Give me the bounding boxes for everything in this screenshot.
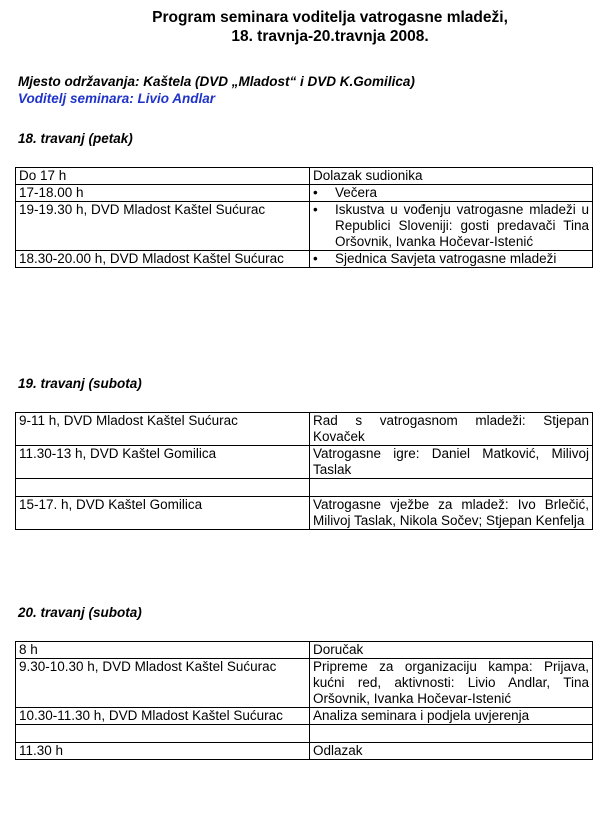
table-row	[16, 642, 593, 659]
activity-cell: • Večera	[310, 185, 593, 202]
bullet-icon: •	[313, 202, 318, 217]
activity-cell: Vatrogasne vježbe za mladež: Ivo Brlečić, Milivoj Taslak, Nikola Sočev; Stjepan Kenfelja	[310, 497, 593, 530]
time-cell	[16, 725, 310, 743]
time-cell	[16, 479, 310, 497]
section-heading-day-1: 18. travanj (petak)	[18, 131, 133, 146]
time-cell: 8 h	[16, 642, 310, 659]
activity-cell: Vatrogasne igre: Daniel Matković, Milivoj Taslak	[310, 446, 593, 479]
schedule-table-day-1	[15, 167, 593, 268]
document-title	[0, 8, 600, 46]
activity-cell: • Sjednica Savjeta vatrogasne mladeži	[310, 251, 593, 268]
time-cell: Do 17 h	[16, 168, 310, 185]
activity-cell: Pripreme za organizaciju kampa: Prijava, kućni red, aktivnosti: Livio Andlar, Tina Oršovnik, Ivanka Hočevar-Istenić	[310, 659, 593, 708]
title-line-2: 18. travnja-20.travnja 2008.	[231, 28, 429, 45]
activity-cell: Dolazak sudionika	[310, 168, 593, 185]
activity-cell: Doručak	[310, 642, 593, 659]
activity-cell: Odlazak	[310, 743, 593, 760]
table-row	[16, 413, 593, 446]
bullet-icon: •	[313, 185, 318, 200]
table-row	[16, 168, 593, 185]
table-row	[16, 708, 593, 725]
time-cell: 10.30-11.30 h, DVD Mladost Kaštel Sućurac	[16, 708, 310, 725]
time-cell: 17-18.00 h	[16, 185, 310, 202]
leader-line: Voditelj seminara: Livio Andlar	[18, 91, 216, 106]
section-heading-day-3: 20. travanj (subota)	[18, 605, 142, 620]
table-row	[16, 446, 593, 479]
table-row	[16, 743, 593, 760]
activity-cell: Analiza seminara i podjela uvjerenja	[310, 708, 593, 725]
seminar-meta	[18, 73, 415, 107]
section-heading-day-2: 19. travanj (subota)	[18, 376, 142, 391]
time-cell: 15-17. h, DVD Kaštel Gomilica	[16, 497, 310, 530]
time-cell: 18.30-20.00 h, DVD Mladost Kaštel Sućurac	[16, 251, 310, 268]
table-row	[16, 251, 593, 268]
table-row	[16, 202, 593, 251]
time-cell: 19-19.30 h, DVD Mladost Kaštel Sućurac	[16, 202, 310, 251]
activity-cell	[310, 479, 593, 497]
table-row	[16, 185, 593, 202]
table-row	[16, 659, 593, 708]
table-row	[16, 497, 593, 530]
time-cell: 9-11 h, DVD Mladost Kaštel Sućurac	[16, 413, 310, 446]
schedule-table-day-2	[15, 412, 593, 530]
schedule-table-day-3	[15, 641, 593, 760]
time-cell: 9.30-10.30 h, DVD Mladost Kaštel Sućurac	[16, 659, 310, 708]
time-cell: 11.30 h	[16, 743, 310, 760]
activity-cell: • Iskustva u vođenju vatrogasne mladeži u Republici Sloveniji: gosti predavači Tina Oršovnik, Ivanka Hočevar-Istenić	[310, 202, 593, 251]
table-row	[16, 725, 593, 743]
location-line: Mjesto održavanja: Kaštela (DVD „Mladost“ i DVD K.Gomilica)	[18, 74, 415, 89]
title-line-1: Program seminara voditelja vatrogasne mladeži,	[152, 9, 508, 26]
time-cell: 11.30-13 h, DVD Kaštel Gomilica	[16, 446, 310, 479]
bullet-icon: •	[313, 251, 318, 266]
table-row	[16, 479, 593, 497]
activity-cell	[310, 725, 593, 743]
activity-cell: Rad s vatrogasnom mladeži: Stjepan Kovaček	[310, 413, 593, 446]
